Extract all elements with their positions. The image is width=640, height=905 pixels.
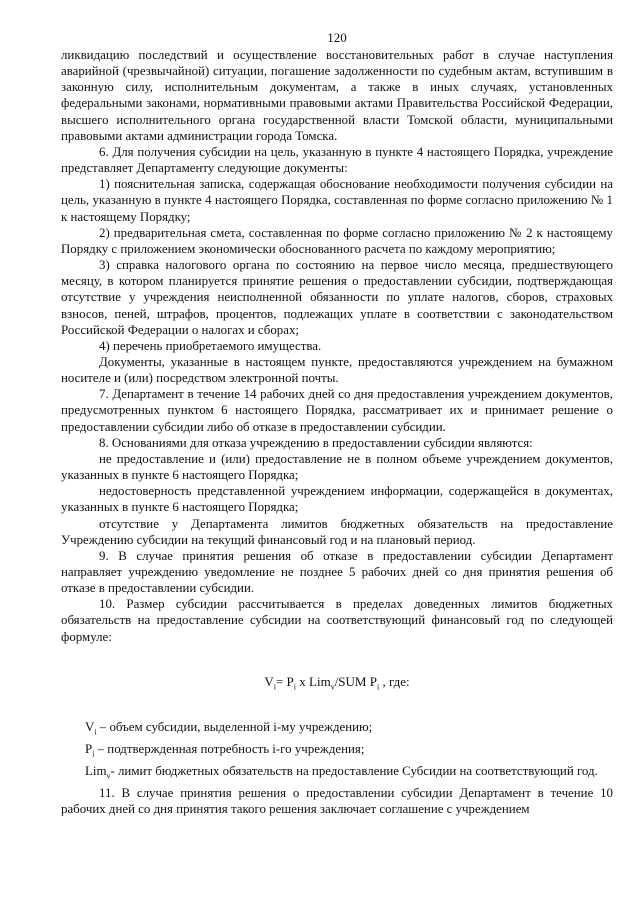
paragraph-9: 9. В случае принятия решения об отказе в предоставлении субсидии Департамент направляет учреждению уведомление не позднее 5 рабочих дней со дня принятия решения об отказе в предоставлении субсидии.: [61, 548, 613, 596]
paragraph-6-item-2: 2) предварительная смета, составленная по форме согласно приложению № 2 к настоящему Порядку с приложением экономически обоснованного расчета по каждому мероприятию;: [61, 225, 613, 256]
paragraph-8-reason-2: недостоверность представленной учреждением информации, содержащейся в документах, указанных в пункте 6 настоящего Порядка;: [61, 484, 613, 515]
document-body: [61, 47, 613, 817]
paragraph-6-item-3: 3) справка налогового органа по состоянию на первое число месяца, предшествующего месяцу, в котором планируется принятие решения о предоставлении субсидии, подтверждающая отсутствие у учреждения неисполненной обязанности по уплате налогов, сборов, страховых взносов, пеней, штрафов, процентов, подлежащих уплате в соответствии с законодательством Российской Федерации о налогах и сборах;: [61, 258, 613, 337]
paragraph-6-item-4: 4) перечень приобретаемого имущества.: [99, 338, 322, 353]
paragraph-8: 8. Основаниями для отказа учреждению в предоставлении субсидии являются:: [99, 435, 533, 450]
page-number: 120: [327, 30, 347, 45]
paragraph-liquidation: ликвидацию последствий и осуществление восстановительных работ в случае наступления аварийной (чрезвычайной) ситуации, погашение задолженности по судебным актам, вступившим в законную силу, исполнительным документам, а также в иных случаях, установленных федеральными законами, нормативными правовыми актами Правительства Российской Федерации, высшего исполнительного органа государственной власти Томской области, муниципальными правовыми актами администрации города Томска.: [61, 48, 613, 143]
definition-v: $V_i$ – объем субсидии, выделенной i-му учреждению;: [85, 720, 373, 737]
paragraph-8-reason-3: отсутствие у Департамента лимитов бюджетных обязательств на предоставление Учреждению субсидии на текущий финансовый год и на плановый период.: [61, 516, 613, 547]
definition-p: $P_i$ – подтвержденная потребность i-го учреждения;: [85, 742, 365, 759]
subsidy-formula: $V_i= P_i$ x Lim$_v$/SUM $P_i$ , где:: [264, 673, 410, 692]
paragraph-6-item-1: 1) пояснительная записка, содержащая обоснование необходимости получения субсидии на цель, указанную в пункте 4 настоящего Порядка, составленная по форме согласно приложению № 1 к настоящему Порядку;: [61, 177, 613, 224]
paragraph-7: 7. Департамент в течение 14 рабочих дней со дня предоставления учреждением документов, предусмотренных пунктом 6 настоящего Порядка, рассматривает их и принимает решение о предоставлении субсидии либо об отказе в предоставлении субсидии.: [61, 387, 613, 434]
paragraph-11: 11. В случае принятия решения о предоставлении субсидии Департамент в течение 10 рабочих дней со дня принятия такого решения заключает соглашение с учреждением: [61, 785, 613, 816]
paragraph-10: 10. Размер субсидии рассчитывается в пределах доведенных лимитов бюджетных обязательств на предоставление субсидии на соответствующий финансовый год по следующей формуле:: [61, 597, 613, 644]
paragraph-6: 6. Для получения субсидии на цель, указанную в пункте 4 настоящего Порядка, учреждение представляет Департаменту следующие документы:: [61, 144, 613, 176]
paragraph-8-reason-1: не предоставление и (или) предоставление не в полном объеме учреждением документов, указанных в пункте 6 настоящего Порядка;: [61, 451, 613, 483]
paragraph-6-documents: Документы, указанные в настоящем пункте, предоставляются учреждением на бумажном носителе и (или) посредством электронной почты.: [61, 354, 613, 386]
definition-lim: Lim$_v$- лимит бюджетных обязательств на предоставление Субсидии на соответствующий год.: [85, 763, 598, 781]
